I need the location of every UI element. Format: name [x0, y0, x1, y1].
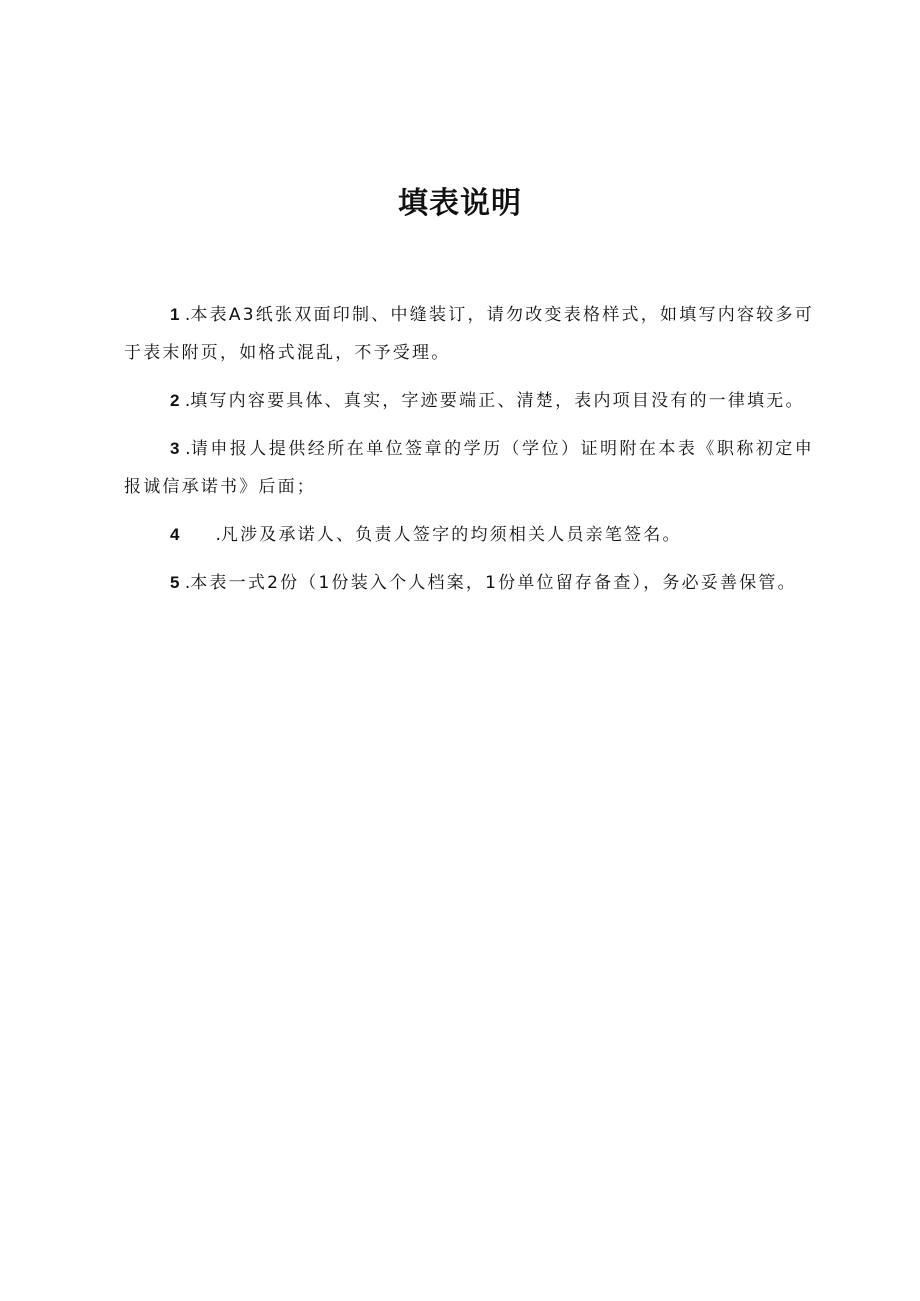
item-text: 凡涉及承诺人、负责人签字的均须相关人员亲笔签名。	[220, 525, 682, 545]
instruction-item-1	[124, 296, 814, 372]
item-number: 5	[170, 573, 180, 592]
item-number: 1	[170, 305, 180, 324]
item-number: 2	[170, 391, 180, 410]
item-separator: .	[179, 573, 191, 593]
item-text: 本表A3纸张双面印制、中缝装订，请勿改变表格样式，如填写内容较多可于表末附页，如格式混乱，不予受理。	[124, 305, 814, 363]
item-text: 本表一式2份（1份装入个人档案，1份单位留存备查），务必妥善保管。	[190, 573, 797, 593]
instruction-item-4	[124, 516, 814, 554]
page-title: 填表说明	[398, 186, 522, 221]
item-separator: .	[179, 305, 191, 325]
item-text: 填写内容要具体、真实，字迹要端正、清楚，表内项目没有的一律填无。	[190, 391, 805, 411]
item-separator: .	[179, 391, 191, 411]
item-number: 4	[170, 525, 180, 544]
item-separator: .	[179, 439, 191, 459]
instruction-item-5	[124, 564, 814, 602]
instruction-item-3	[124, 430, 814, 506]
instructions-list	[124, 296, 814, 612]
instruction-item-2	[124, 382, 814, 420]
item-separator: .	[215, 525, 221, 545]
item-number: 3	[170, 439, 180, 458]
item-text: 请申报人提供经所在单位签章的学历（学位）证明附在本表《职称初定申报诚信承诺书》后面；	[124, 439, 814, 497]
